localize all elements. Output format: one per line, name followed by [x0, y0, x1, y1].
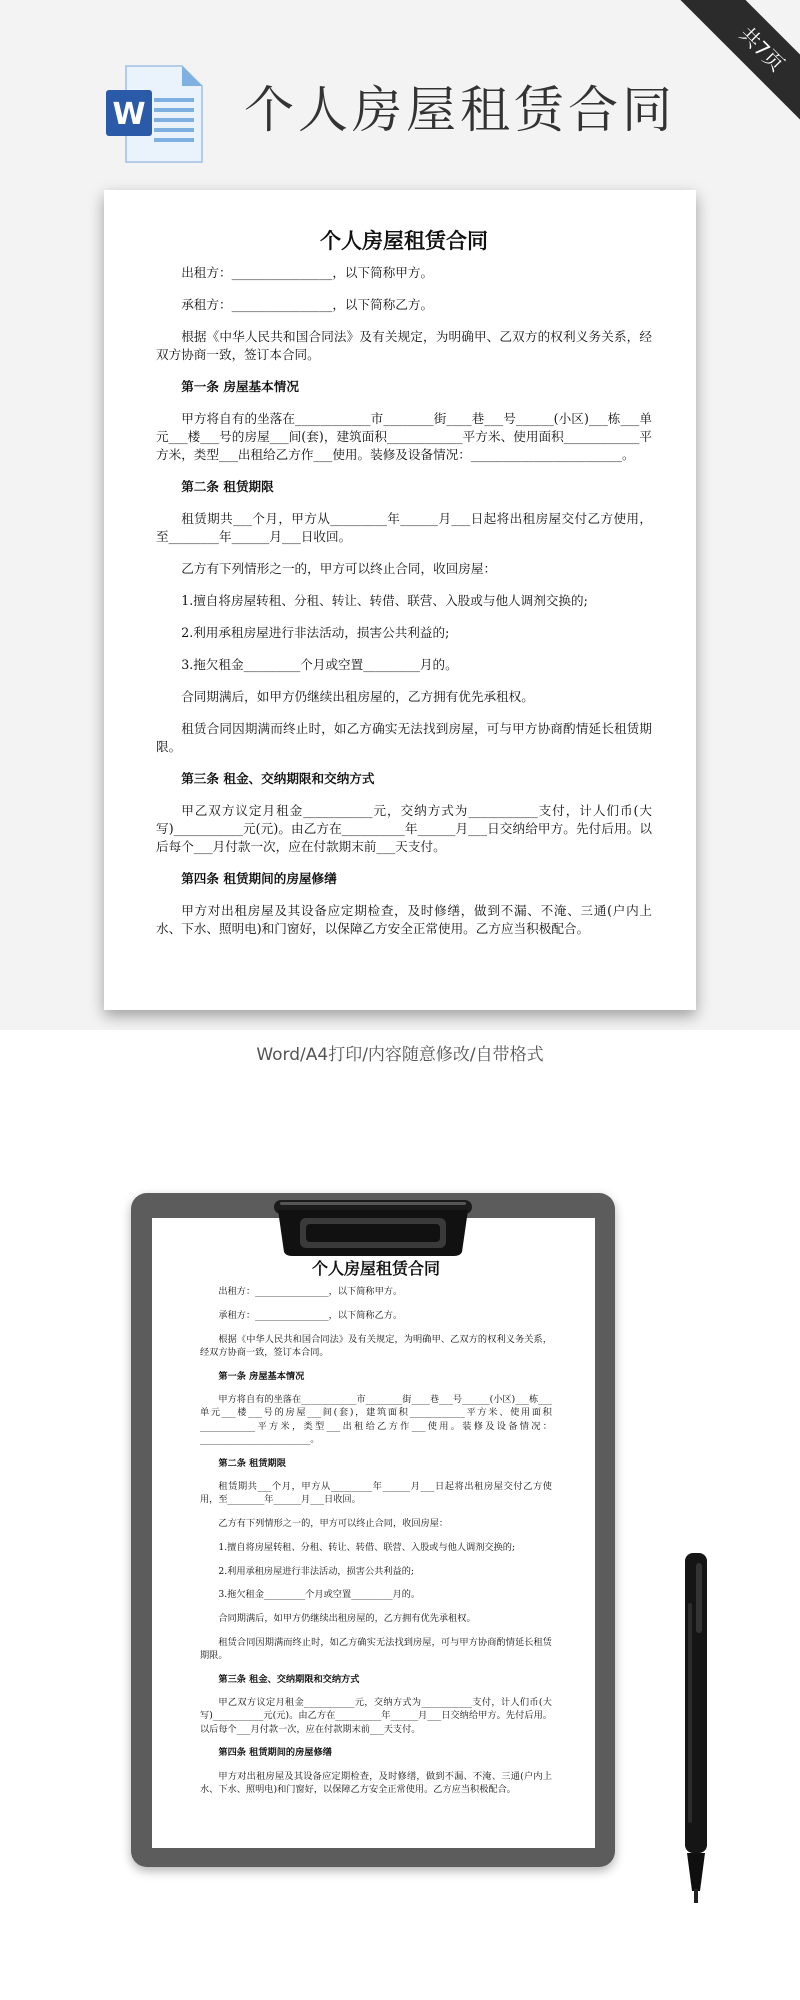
- document-body: [200, 1259, 552, 1807]
- section-2-paragraph: 乙方有下列情形之一的，甲方可以终止合同，收回房屋：: [181, 561, 497, 576]
- document-title: 个人房屋租赁合同: [311, 1259, 440, 1278]
- section-3-title: 第三条 租金、交纳期限和交纳方式: [181, 771, 375, 786]
- section-2-title: 第二条 租赁期限: [181, 479, 274, 494]
- preamble: 根据《中华人民共和国合同法》及有关规定，为明确甲、乙双方的权利义务关系，经双方协商一致，签订本合同。: [156, 329, 652, 362]
- document-body: [156, 228, 652, 952]
- section-2-item: 3.拖欠租金_________个月或空置_________月的。: [218, 1589, 421, 1601]
- section-2-paragraph: 合同期满后，如甲方仍继续出租房屋的，乙方拥有优先承租权。: [181, 689, 534, 704]
- section-2-title: 第二条 租赁期限: [218, 1457, 286, 1469]
- binder-clip-icon: [270, 1196, 476, 1258]
- clipboard-paper: [152, 1218, 595, 1848]
- section-2-paragraph: 合同期满后，如甲方仍继续出租房屋的，乙方拥有优先承租权。: [218, 1612, 476, 1624]
- section-1-title: 第一条 房屋基本情况: [218, 1370, 305, 1382]
- lessor-line: 出租方：________________，以下简称甲方。: [181, 265, 434, 280]
- section-3-title: 第三条 租金、交纳期限和交纳方式: [218, 1673, 360, 1685]
- lessee-line: 承租方：________________，以下简称乙方。: [181, 297, 434, 312]
- document-preview-page: [104, 190, 696, 1010]
- format-caption: Word/A4打印/内容随意修改/自带格式: [256, 1045, 544, 1065]
- section-1-body: 甲方将自有的坐落在____________市________街____巷___号______(小区)___栋___单元___楼___号的房屋___间(套)，建筑面积____________平方米、使用面积____________平方米，类型___出租给乙方作___使用。装修及设备情况：________________________。: [200, 1394, 552, 1445]
- section-2-item: 3.拖欠租金_________个月或空置_________月的。: [181, 657, 458, 672]
- section-2-item: 2.利用承租房屋进行非法活动，损害公共利益的;: [181, 625, 450, 640]
- section-4-body: 甲方对出租房屋及其设备应定期检查，及时修缮，做到不漏、不淹、三通(户内上水、下水、照明电)和门窗好，以保障乙方安全正常使用。乙方应当积极配合。: [156, 903, 652, 936]
- section-2-paragraph: 租赁期共___个月，甲方从_________年______月___日起将出租房屋交付乙方使用，至________年______月___日收回。: [200, 1481, 552, 1506]
- section-2-item: 1.擅自将房屋转租、分租、转让、转借、联营、入股或与他人调剂交换的;: [181, 593, 588, 608]
- section-4-title: 第四条 租赁期间的房屋修缮: [218, 1747, 332, 1759]
- page-title: 个人房屋租赁合同: [244, 81, 676, 139]
- section-3-body: 甲乙双方议定月租金___________元，交纳方式为___________支付，计人们币(大写)___________元(元)。由乙方在__________年______月___日交纳给甲方。先付后用。以后每个___月付款一次，应在付款期末前___天支付。: [156, 803, 652, 854]
- preamble: 根据《中华人民共和国合同法》及有关规定，为明确甲、乙双方的权利义务关系，经双方协商一致，签订本合同。: [200, 1333, 552, 1358]
- page-count-badge: 共7页: [675, 0, 800, 136]
- section-2-paragraph: 租赁合同因期满而终止时，如乙方确实无法找到房屋，可与甲方协商酌情延长租赁期限。: [156, 721, 652, 754]
- section-2-paragraph: 租赁期共___个月，甲方从_________年______月___日起将出租房屋交付乙方使用，至________年______月___日收回。: [156, 511, 652, 544]
- section-1-title: 第一条 房屋基本情况: [181, 379, 299, 394]
- section-2-item: 2.利用承租房屋进行非法活动，损害公共利益的;: [218, 1565, 415, 1577]
- svg-text:W: W: [112, 97, 146, 132]
- section-2-paragraph: 租赁合同因期满而终止时，如乙方确实无法找到房屋，可与甲方协商酌情延长租赁期限。: [200, 1636, 552, 1661]
- word-doc-icon: [104, 64, 204, 164]
- document-title: 个人房屋租赁合同: [320, 228, 488, 253]
- section-4-body: 甲方对出租房屋及其设备应定期检查，及时修缮，做到不漏、不淹、三通(户内上水、下水、照明电)和门窗好，以保障乙方安全正常使用。乙方应当积极配合。: [200, 1771, 552, 1796]
- section-4-title: 第四条 租赁期间的房屋修缮: [181, 871, 337, 886]
- lessee-line: 承租方：________________，以下简称乙方。: [218, 1309, 403, 1321]
- section-3-body: 甲乙双方议定月租金___________元，交纳方式为___________支付，计人们币(大写)___________元(元)。由乙方在__________年______月___日交纳给甲方。先付后用。以后每个___月付款一次，应在付款期末前___天支付。: [200, 1697, 552, 1735]
- section-2-paragraph: 乙方有下列情形之一的，甲方可以终止合同，收回房屋：: [218, 1518, 449, 1530]
- section-1-body: 甲方将自有的坐落在____________市________街____巷___号______(小区)___栋___单元___楼___号的房屋___间(套)，建筑面积____________平方米、使用面积____________平方米，类型___出租给乙方作___使用。装修及设备情况：________________________。: [156, 411, 652, 462]
- lessor-line: 出租方：________________，以下简称甲方。: [218, 1286, 403, 1298]
- pen-icon: [682, 1553, 710, 1905]
- section-2-item: 1.擅自将房屋转租、分租、转让、转借、联营、入股或与他人调剂交换的;: [218, 1541, 516, 1553]
